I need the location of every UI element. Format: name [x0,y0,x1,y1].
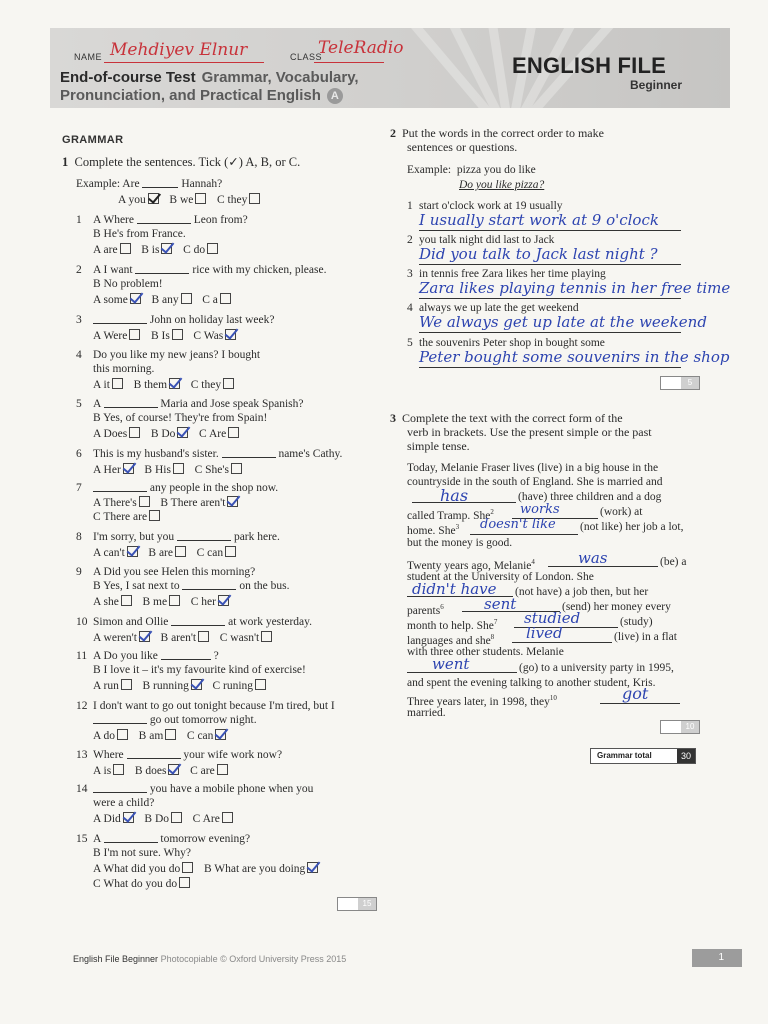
question-text: John on holiday last week? [93,314,274,327]
ex3-text-line11: month to help. She$^7$ [407,618,498,632]
answer-checkbox-a[interactable] [182,862,193,873]
question-text-line2: B No problem! [93,278,163,290]
answer-options: A run B running C runing [93,679,268,693]
ex2-instruction-line2: sentences or questions. [407,140,518,154]
question-text-line2: B Yes, of course! They're from Spain! [93,412,268,424]
question-number: 6 [76,448,82,460]
answer-checkbox-c[interactable] [217,764,228,775]
answer-options: A are B is C do [93,243,220,257]
question-text: A Maria and Jose speak Spanish? [93,398,304,410]
answer-checkbox-b[interactable] [169,595,180,606]
answer-checkbox-a[interactable] [123,463,134,474]
question-number: 13 [76,749,88,761]
ex2-item-number: 3 [407,268,413,280]
ex3-answer-3[interactable]: doesn't like [480,517,556,532]
answer-checkbox-b[interactable] [169,378,180,389]
ex3-text-line15: and spent the evening talking to another student, Kris. [407,677,656,689]
answer-options: A Were B Is C Was [93,329,238,343]
ex3-text-line10b: (send) her money every [562,601,671,613]
ex2-handwritten-answer[interactable]: Peter bought some souvenirs in the shop [419,348,730,366]
answer-checkbox-b[interactable] [177,427,188,438]
test-title: End-of-course Test Grammar, Vocabulary, [60,69,359,86]
answer-checkbox-b[interactable] [165,729,176,740]
ex1-instruction: 1 Complete the sentences. Tick (✓) A, B, or C. [62,155,301,169]
ex3-text-line4: called Tramp. She$^2$ [407,508,494,522]
ex2-answer-line [419,298,681,299]
ex1-score-box[interactable]: 15 [337,897,377,911]
class-label: CLASS [290,52,323,62]
ex3-text-line5b: (not like) her job a lot, [580,521,684,533]
question-text-line2: this morning. [93,363,155,375]
answer-checkbox-a[interactable] [117,729,128,740]
answer-options: A Her B His C She's [93,463,244,477]
ex2-answer-line [419,367,681,368]
answer-checkbox-a[interactable] [127,546,138,557]
question-text: Where your wife work now? [93,749,283,761]
answer-options: A Did B Do C Are [93,812,235,826]
question-number: 3 [76,314,82,326]
answer-checkbox-c[interactable] [218,595,229,606]
answer-checkbox-c[interactable] [225,546,236,557]
answer-checkbox-b[interactable] [171,812,182,823]
answer-options: A do B am C can [93,729,228,743]
answer-checkbox-b[interactable] [161,243,172,254]
page-number: 1 [692,949,742,967]
class-handwritten: TeleRadio [318,38,404,58]
ex2-example: Example: pizza you do like [407,164,536,176]
ex3-answer-9[interactable]: went [432,655,470,673]
answer-options: C What do you do [93,877,192,891]
question-text: A Where Leon from? [93,214,248,226]
answer-checkbox-a[interactable] [121,595,132,606]
ex3-answer-2[interactable]: works [520,502,560,517]
answer-checkbox-c[interactable] [223,378,234,389]
ex2-example-answer: Do you like pizza? [459,179,545,191]
answer-options: A it B them C they [93,378,236,392]
question-number: 9 [76,566,82,578]
question-number: 11 [76,650,88,662]
answer-checkbox-c[interactable] [255,679,266,690]
answer-checkbox-a[interactable] [123,812,134,823]
answer-checkbox-c[interactable] [231,463,242,474]
ex2-answer-line [419,230,681,231]
question-number: 8 [76,531,82,543]
brand-logo: ENGLISH FILE [512,53,666,78]
ex3-answer-1[interactable]: has [440,486,469,505]
ex3-answer-7[interactable]: studied [524,609,581,627]
ex3-text-line13: with three other students. Melanie [407,646,564,658]
ex3-text-line7b: (be) a [660,556,687,568]
answer-checkbox-b[interactable] [172,329,183,340]
question-number: 15 [76,833,88,845]
footer-text: English File Beginner Photocopiable © Oxford University Press 2015 [73,954,347,964]
question-text: I don't want to go out tonight because I'm tired, but I [93,700,335,712]
answer-checkbox-c[interactable] [179,877,190,888]
ex2-item-number: 5 [407,337,413,349]
answer-checkbox-a[interactable] [139,631,150,642]
answer-checkbox-a[interactable] [139,496,150,507]
answer-checkbox-c[interactable] [222,812,233,823]
question-number: 1 [76,214,82,226]
ex2-item-number: 1 [407,200,413,212]
answer-options: C There are [93,510,162,524]
question-text-line2: B I'm not sure. Why? [93,847,191,859]
question-number: 2 [76,264,82,276]
ex3-text-line8: student at the University of London. She [407,571,594,583]
ex2-handwritten-answer[interactable]: I usually start work at 9 o'clock [419,211,659,229]
ex2-instruction: 2 Put the words in the correct order to make [390,126,604,140]
ex3-text-line16: Three years later, in 1998, they$^{10}$ [407,694,557,708]
question-text-line2: go out tomorrow night. [93,714,257,727]
test-title-line2: Pronunciation, and Practical English A [60,87,343,104]
ex2-scrambled-words: always we up late the get weekend [419,302,579,314]
ex3-text-line5: home. She$^3$ [407,523,460,537]
answer-checkbox-c[interactable] [207,243,218,254]
question-text: I'm sorry, but you park here. [93,531,280,543]
name-label: NAME [74,52,103,62]
question-text-line2: B He's from France. [93,228,186,240]
name-handwritten: Mehdiyev Elnur [110,40,248,60]
answer-options: A can't B are C can [93,546,238,560]
question-number: 14 [76,783,88,795]
ex3-instruction-line3: simple tense. [407,439,470,453]
answer-options: A What did you do B What are you doing [93,862,320,876]
ex2-scrambled-words: start o'clock work at 19 usually [419,200,563,212]
question-number: 4 [76,349,82,361]
answer-checkbox-a[interactable] [129,329,140,340]
grammar-total-box[interactable] [590,748,696,764]
answer-checkbox-a[interactable] [121,679,132,690]
answer-checkbox-b[interactable] [227,496,238,507]
question-text: Do you like my new jeans? I bought [93,349,261,361]
brand-level: Beginner [630,78,683,92]
ex3-text-line9: (not have) a job then, but her [515,586,649,598]
ex2-score-box[interactable]: 5 [660,376,700,390]
answer-checkbox-c[interactable] [228,427,239,438]
ex3-text-line7: Twenty years ago, Melanie$^4$ [407,558,535,572]
answer-checkbox-b[interactable] [307,862,318,873]
answer-checkbox-b[interactable] [168,764,179,775]
question-text: A tomorrow evening? [93,833,251,845]
answer-checkbox-b[interactable] [175,546,186,557]
answer-options: A weren't B aren't C wasn't [93,631,274,645]
question-number: 5 [76,398,82,410]
answer-checkbox-c[interactable] [149,510,160,521]
ex2-scrambled-words: you talk night did last to Jack [419,234,555,246]
answer-checkbox-b[interactable] [191,679,202,690]
question-text: Simon and Ollie at work yesterday. [93,616,313,628]
answer-checkbox-a[interactable] [113,764,124,775]
question-text-line2: were a child? [93,797,155,809]
ex3-text-line12: languages and she$^8$ [407,633,495,647]
ex3-answer-10[interactable]: got [622,684,649,703]
ex3-score-box[interactable]: 10 [660,720,700,734]
ex3-text-line10: parents$^6$ [407,603,444,617]
answer-options: A some B any C a [93,293,233,307]
ex3-instruction: 3 Complete the text with the correct form of the [390,411,623,425]
ex3-instruction-line2: verb in brackets. Use the present simple or the past [407,425,652,439]
answer-checkbox-b[interactable] [173,463,184,474]
ex2-handwritten-answer[interactable]: Did you talk to Jack last night ? [419,245,658,263]
ex2-handwritten-answer[interactable]: We always get up late at the weekend [419,313,707,331]
grammar-total-max: 30 [677,749,695,763]
ex3-text-line12b: (live) in a flat [614,631,677,643]
ex2-item-number: 4 [407,302,413,314]
answer-checkbox-c[interactable] [220,293,231,304]
question-text: any people in the shop now. [93,482,278,495]
answer-options: A Does B Do C Are [93,427,241,441]
question-number: 7 [76,482,82,494]
question-text-line2: B Yes, I sat next to on the bus. [93,580,290,592]
section-title-grammar: GRAMMAR [62,134,124,146]
ex3-text-line11b: (study) [620,616,653,628]
question-text: you have a mobile phone when you [93,783,313,796]
ex3-text-line14: (go) to a university party in 1995, [519,662,674,674]
answer-options: A is B does C are [93,764,230,778]
answer-checkbox-b[interactable] [181,293,192,304]
ex2-item-number: 2 [407,234,413,246]
answer-checkbox-b[interactable] [198,631,209,642]
ex3-text-line17: married. [407,707,446,719]
ex2-answer-line [419,264,681,265]
ex3-answer-5[interactable]: didn't have [412,580,497,598]
question-text: A Did you see Helen this morning? [93,566,256,578]
ex3-text-line3: (have) three children and a dog [518,491,662,503]
question-number: 10 [76,616,88,628]
question-text: A I want rice with my chicken, please. [93,264,327,276]
ex2-handwritten-answer[interactable]: Zara likes playing tennis in her free time [419,279,731,297]
ex3-text-line4b: (work) at [600,506,643,518]
version-badge: A [327,88,343,104]
ex2-scrambled-words: the souvenirs Peter shop in bought some [419,337,605,349]
ex3-text-line1: Today, Melanie Fraser lives (live) in a big house in the [407,462,659,474]
answer-options: A There's B There aren't [93,496,240,510]
answer-checkbox-a[interactable] [130,293,141,304]
ex3-answer-8[interactable]: lived [526,624,563,642]
answer-options: A she B me C her [93,595,231,609]
ex2-scrambled-words: in tennis free Zara likes her time playing [419,268,606,280]
answer-checkbox-a[interactable] [120,243,131,254]
ex2-answer-line [419,332,681,333]
ex3-text-line6: but the money is good. [407,537,513,549]
ex3-answer-4[interactable]: was [578,549,608,567]
grammar-total-label: Grammar total [597,751,652,760]
answer-checkbox-a[interactable] [112,378,123,389]
ex3-answer-6[interactable]: sent [484,595,517,613]
ex3-text-line2: countryside in the south of England. She is married and [407,476,663,488]
ex1-example: Example: Are Hannah? [76,178,223,190]
question-text-line2: B I love it – it's my favourite kind of exercise! [93,664,306,676]
answer-checkbox-a[interactable] [129,427,140,438]
ex1-example-options: A you B we C they [118,193,262,207]
question-text: A Do you like ? [93,650,219,662]
question-number: 12 [76,700,88,712]
question-text: This is my husband's sister. name's Cathy. [93,448,343,460]
answer-checkbox-c[interactable] [215,729,226,740]
answer-checkbox-c[interactable] [261,631,272,642]
answer-checkbox-c[interactable] [225,329,236,340]
